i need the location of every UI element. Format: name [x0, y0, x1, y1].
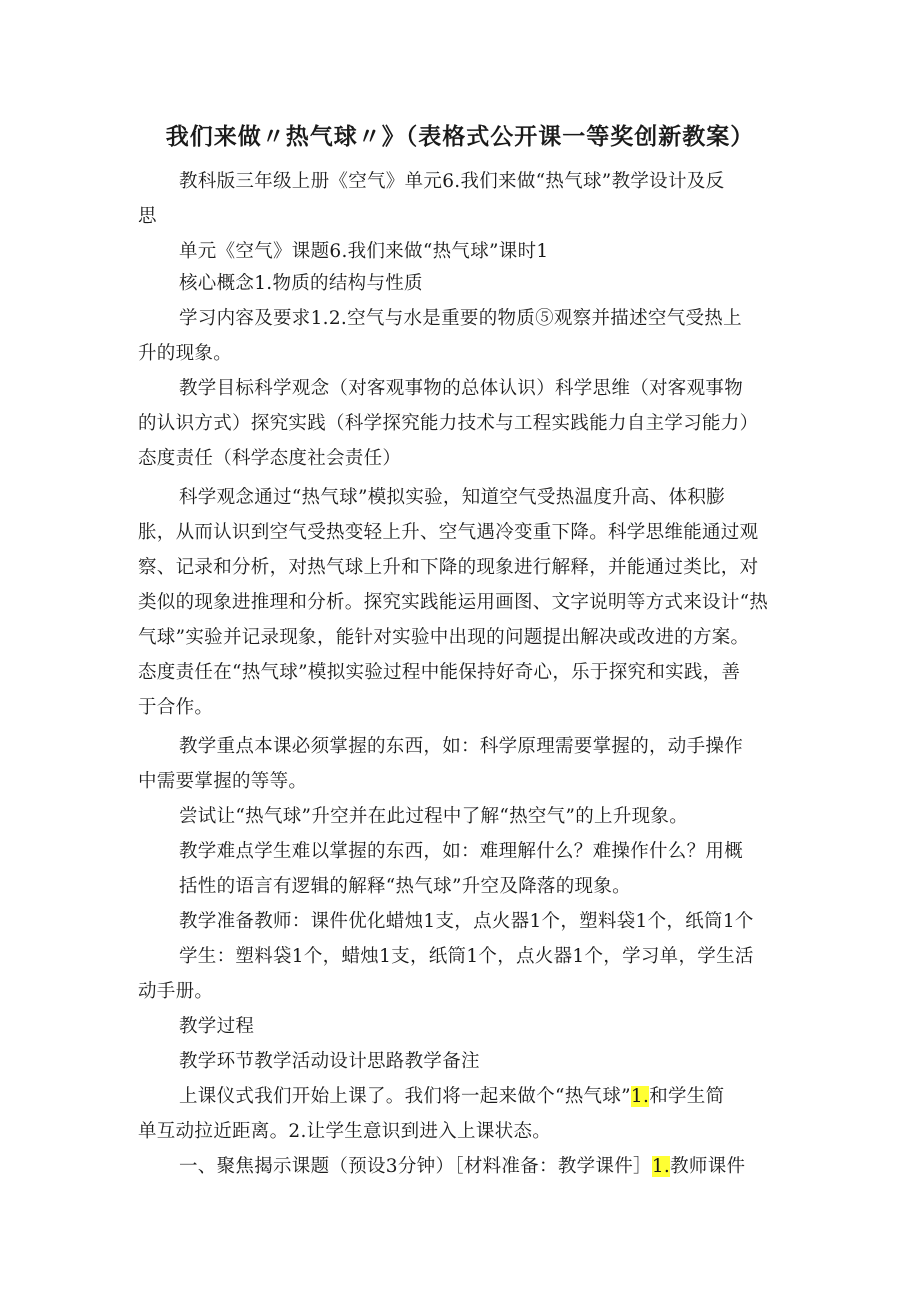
paragraph-line: 教学过程 — [179, 1016, 255, 1037]
paragraph-line: 学习内容及要求1.2.空气与水是重要的物质⑤观察并描述空气受热上 — [179, 308, 742, 329]
text-segment: 教师课件 — [670, 1156, 746, 1177]
paragraph-line: 学生：塑料袋1个，蜡烛1支，纸筒1个，点火器1个，学习单，学生活 — [179, 946, 754, 967]
paragraph-line: 胀，从而认识到空气受热变轻上升、空气遇冷变重下降。科学思维能通过观 — [138, 522, 759, 543]
paragraph-line: 于合作。 — [138, 697, 214, 718]
text-segment: 和学生简 — [649, 1086, 725, 1107]
paragraph-line: 单互动拉近距离。2.让学生意识到进入上课状态。 — [138, 1121, 552, 1142]
paragraph-line-focus — [179, 1155, 745, 1179]
paragraph-line-ceremony — [179, 1085, 724, 1109]
paragraph-line: 升的现象。 — [138, 343, 233, 364]
paragraph-line: 教学准备教师：课件优化蜡烛1支，点火器1个，塑料袋1个，纸筒1个 — [179, 911, 754, 932]
paragraph-line: 态度责任在“热气球”模拟实验过程中能保持好奇心，乐于探究和实践，善 — [138, 662, 741, 683]
paragraph-line: 气球”实验并记录现象，能针对实验中出现的问题提出解决或改进的方案。 — [138, 627, 750, 648]
paragraph-line: 思 — [138, 206, 157, 227]
paragraph-line: 的认识方式）探究实践（科学探究能力技术与工程实践能力自主学习能力） — [138, 413, 759, 434]
paragraph-line: 单元《空气》课题6.我们来做“热气球”课时1 — [179, 241, 549, 262]
paragraph-line: 动手册。 — [138, 981, 214, 1002]
paragraph-line: 察、记录和分析，对热气球上升和下降的现象进行解释，并能通过类比，对 — [138, 557, 759, 578]
paragraph-line: 教学目标科学观念（对客观事物的总体认识）科学思维（对客观事物 — [179, 378, 744, 399]
paragraph-line: 科学观念通过“热气球”模拟实验，知道空气受热温度升高、体积膨 — [179, 487, 725, 508]
paragraph-line: 态度责任（科学态度社会责任） — [138, 448, 402, 469]
highlighted-number: 1. — [651, 1156, 671, 1177]
highlighted-number: 1. — [630, 1086, 650, 1107]
paragraph-line: 核心概念1.物质的结构与性质 — [179, 273, 423, 294]
text-segment: 一、聚焦揭示课题（预设3分钟）［材料准备：教学课件］ — [179, 1156, 652, 1177]
paragraph-line: 教学重点本课必须掌握的东西，如：科学原理需要掌握的，动手操作 — [179, 736, 744, 757]
text-segment: 上课仪式我们开始上课了。我们将一起来做个“热气球” — [179, 1086, 631, 1107]
page-title: 我们来做〃热气球〃》（表格式公开课一等奖创新教案） — [165, 124, 755, 150]
paragraph-line: 教科版三年级上册《空气》单元6.我们来做“热气球”教学设计及反 — [179, 171, 725, 192]
paragraph-line: 尝试让“热气球”升空并在此过程中了解“热空气”的上升现象。 — [179, 806, 689, 827]
paragraph-line: 类似的现象进推理和分析。探究实践能运用画图、文字说明等方式来设计“热 — [138, 592, 769, 613]
paragraph-line: 括性的语言有逻辑的解释“热气球”升空及降落的现象。 — [179, 876, 631, 897]
paragraph-line: 中需要掌握的等等。 — [138, 771, 308, 792]
paragraph-line: 教学难点学生难以掌握的东西，如：难理解什么？难操作什么？用概 — [179, 841, 744, 862]
paragraph-line: 教学环节教学活动设计思路教学备注 — [179, 1051, 480, 1072]
